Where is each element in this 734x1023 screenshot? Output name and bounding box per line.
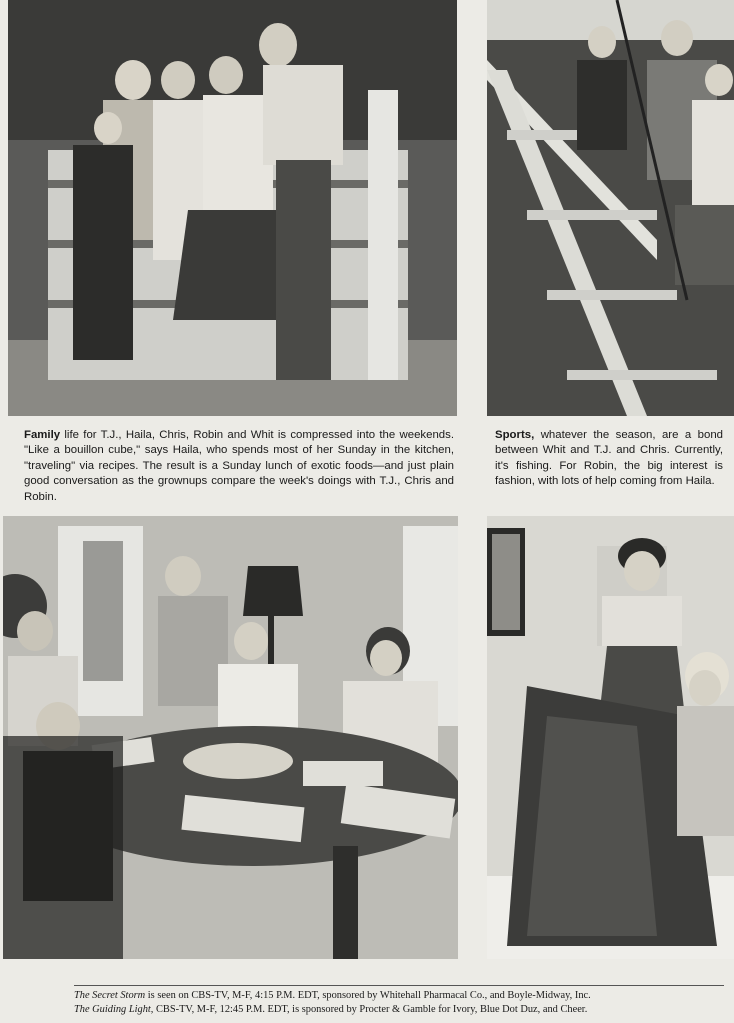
credits-line-secret-storm (74, 989, 724, 1003)
show-title-guiding-light: The Guiding Light, (74, 1004, 154, 1015)
show-title-secret-storm: The Secret Storm (74, 990, 146, 1001)
family-caption-text: life for T.J., Haila, Chris, Robin and Whit is compressed into the weekends. "Like a bouillon cube," says Haila, who spends most of her Sunday in the kitchen, "traveling" via recipes. The result is a Sunday lunch of exotic foods—and just plain good conversation as the grownups compare the week's doings with T.J., Chris and Robin. (24, 429, 454, 503)
credits-line-guiding-light (74, 1003, 724, 1017)
sports-caption-text: whatever the season, are a bond between Whit and T.J. and Chris. Currently, it's fishing. For Robin, the big interest is fashion, with lots of help coming from Haila. (495, 429, 723, 488)
sports-caption (495, 428, 723, 490)
family-caption (24, 428, 454, 505)
sports-caption-lead: Sports, (495, 429, 535, 441)
family-porch-photo (8, 0, 457, 416)
sunday-lunch-photo (3, 516, 458, 959)
credits-guiding-light-text: CBS-TV, M-F, 12:45 P.M. EDT, is sponsored by Procter & Gamble for Ivory, Blue Dot Duz, and Cheer. (153, 1004, 588, 1015)
fishing-stairs-photo (487, 0, 734, 416)
family-caption-lead: Family (24, 429, 61, 441)
credits-secret-storm-text: is seen on CBS-TV, M-F, 4:15 P.M. EDT, sponsored by Whitehall Pharmacal Co., and Boyle-Midway, Inc. (145, 990, 591, 1001)
gown-fitting-photo (487, 516, 734, 959)
broadcast-credits (74, 985, 724, 1017)
